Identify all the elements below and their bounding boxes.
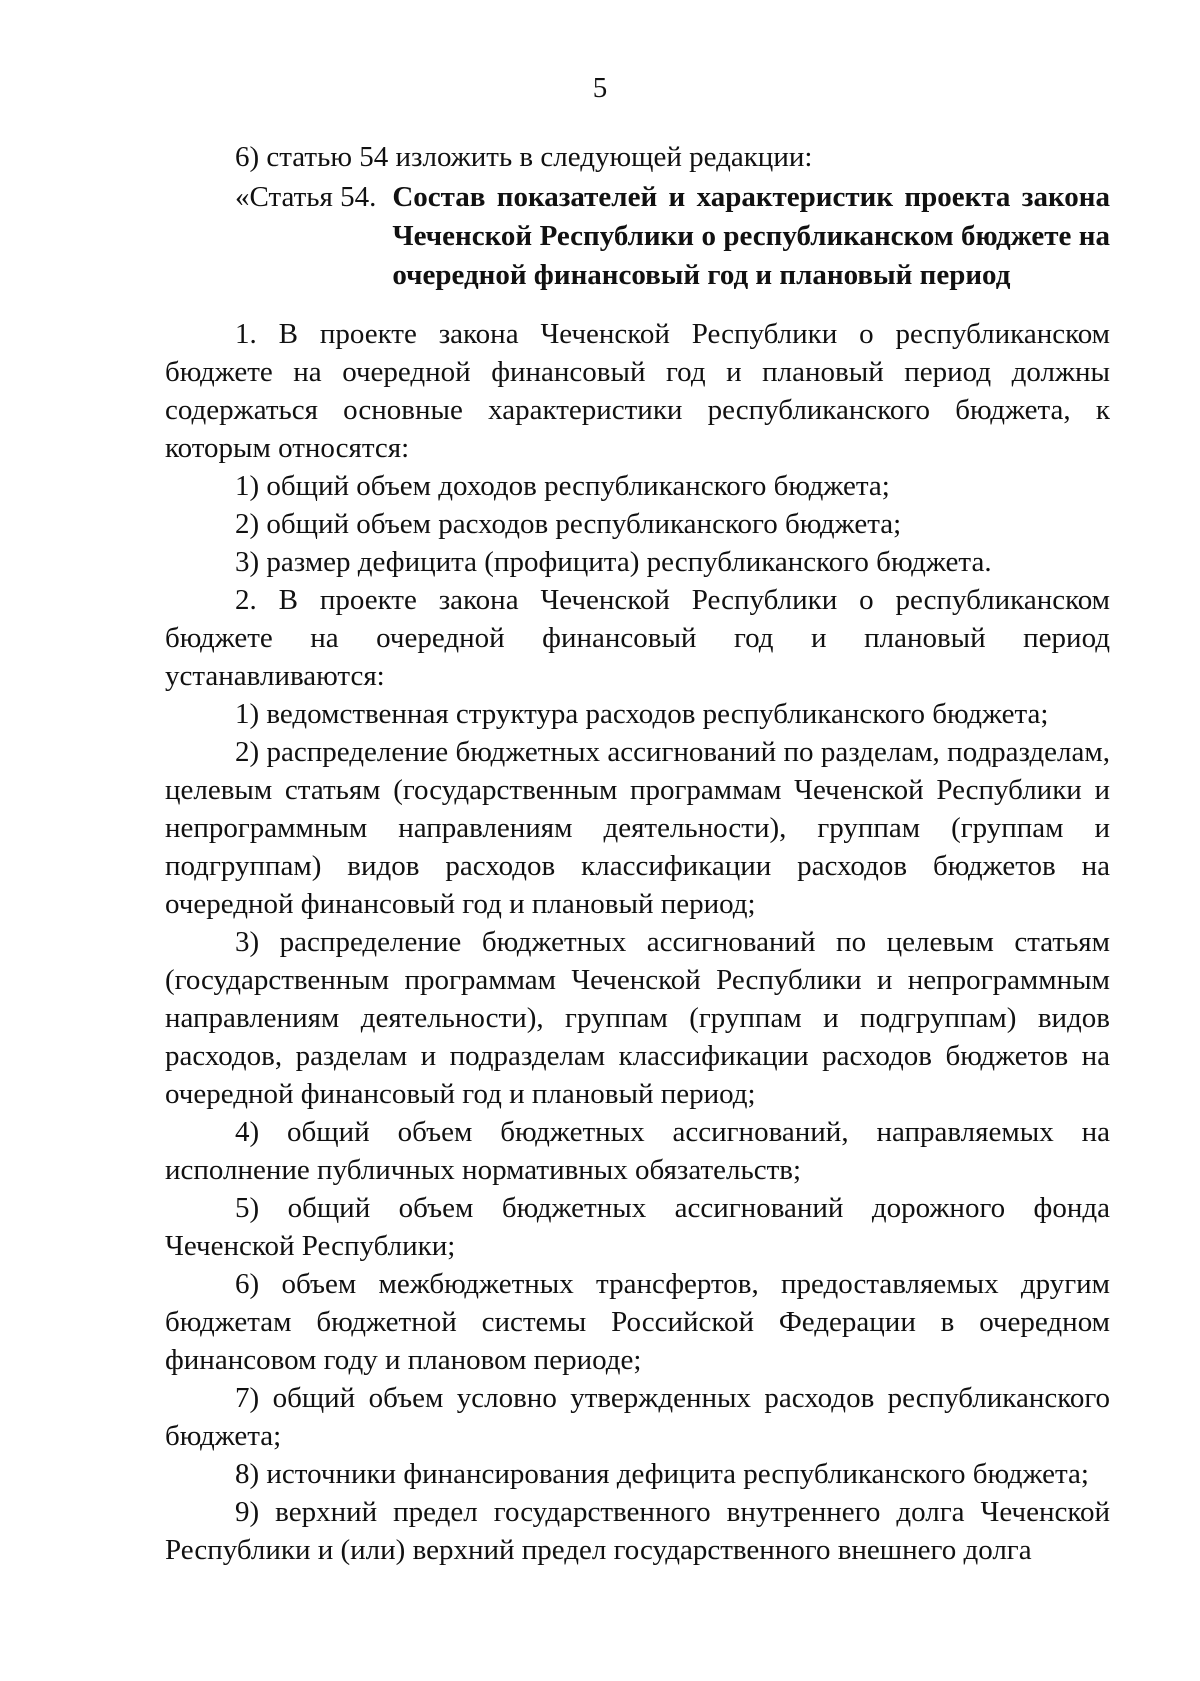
list-item: 9) верхний предел государственного внутреннего долга Чеченской Республики и (или) верхний предел государственного внешнего долга (165, 1496, 1110, 1566)
list-item: 5) общий объем бюджетных ассигнований дорожного фонда Чеченской Республики; (165, 1192, 1110, 1262)
article-heading (165, 178, 1110, 295)
list-item: 8) источники финансирования дефицита республиканского бюджета; (235, 1458, 1089, 1490)
list-item: 3) размер дефицита (профицита) республиканского бюджета. (235, 546, 992, 578)
amendment-intro: 6) статью 54 изложить в следующей редакции: (235, 141, 813, 173)
list-item: 2) распределение бюджетных ассигнований по разделам, подразделам, целевым статьям (государственным программам Чеченской Республики и непрограммным направлениям деятельности), группам (группам и подгруппам) видов расходов классификации расходов бюджетов на очередной финансовый год и плановый период; (165, 736, 1110, 920)
list-item: 1) общий объем доходов республиканского бюджета; (235, 470, 890, 502)
list-item: 7) общий объем условно утвержденных расходов республиканского бюджета; (165, 1382, 1110, 1452)
list-item: 2) общий объем расходов республиканского бюджета; (235, 508, 902, 540)
paragraph: 2. В проекте закона Чеченской Республики о республиканском бюджете на очередной финансовый год и плановый период устанавливаются: (165, 584, 1110, 692)
list-item: 6) объем межбюджетных трансфертов, предоставляемых другим бюджетам бюджетной системы Российской Федерации в очередном финансовом году и плановом периоде; (165, 1268, 1110, 1376)
paragraph: 1. В проекте закона Чеченской Республики о республиканском бюджете на очередной финансовый год и плановый период должны содержаться основные характеристики республиканского бюджета, к которым относятся: (165, 318, 1110, 464)
page-number: 5 (592, 72, 608, 104)
document-body (165, 138, 1110, 1569)
list-item: 1) ведомственная структура расходов республиканского бюджета; (235, 698, 1049, 730)
article-title: Состав показателей и характеристик проекта закона Чеченской Республики о республиканском бюджете на очередной финансовый год и плановый период (392, 181, 1110, 291)
article-label: «Статья 54. (235, 181, 377, 213)
list-item: 4) общий объем бюджетных ассигнований, направляемых на исполнение публичных нормативных обязательств; (165, 1116, 1110, 1186)
list-item: 3) распределение бюджетных ассигнований по целевым статьям (государственным программам Чеченской Республики и непрограммным направлениям деятельности), группам (группам и подгруппам) видов расходов, разделам и подразделам классификации расходов бюджетов на очередной финансовый год и плановый период; (165, 926, 1110, 1110)
